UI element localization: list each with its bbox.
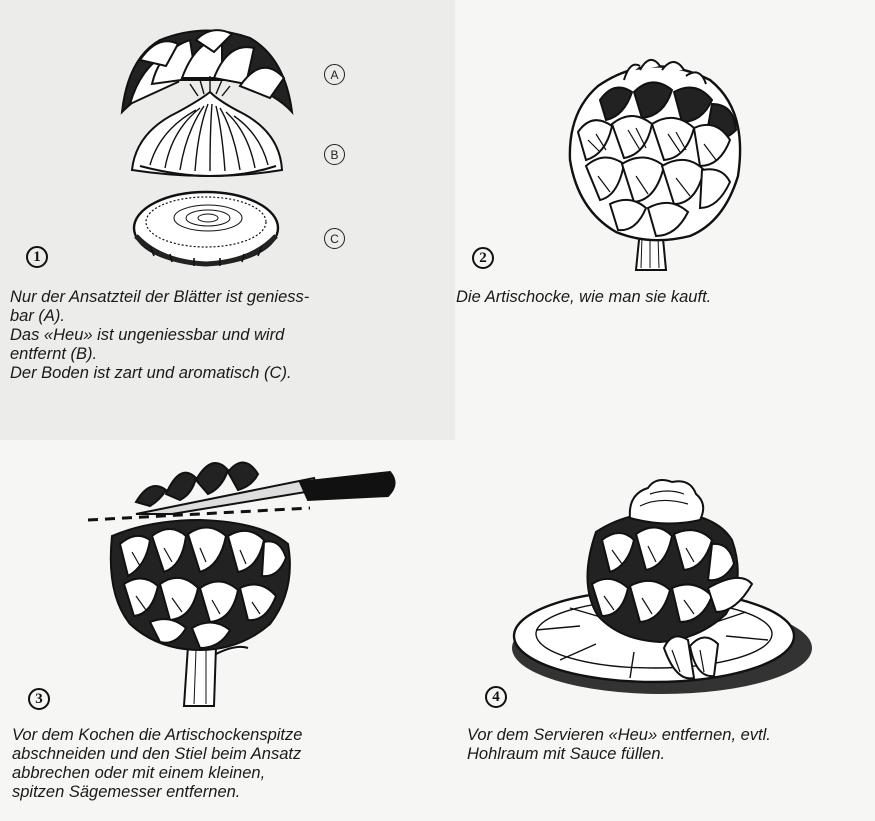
caption-line: abbrechen oder mit einem kleinen, — [12, 764, 266, 782]
caption-line: abschneiden und den Stiel beim Ansatz — [12, 745, 302, 763]
caption-line: Die Artischocke, wie man sie kauft. — [456, 288, 712, 306]
caption-line: Vor dem Kochen die Artischockenspitze — [12, 726, 303, 744]
caption-line: spitzen Sägemesser entfernen. — [12, 783, 241, 801]
caption-line: Vor dem Servieren «Heu» entfernen, evtl. — [467, 726, 771, 744]
caption-line: Der Boden ist zart und aromatisch (C). — [10, 364, 292, 382]
label-c: C — [324, 228, 345, 249]
caption-line: entfernt (B). — [10, 345, 98, 363]
label-b: B — [324, 144, 345, 165]
caption-line: Das «Heu» ist ungeniessbar und wird — [10, 326, 285, 344]
label-a: A — [324, 64, 345, 85]
step-number-4: 4 — [485, 686, 507, 708]
caption-line: bar (A). — [10, 307, 66, 325]
step-number-1: 1 — [26, 246, 48, 268]
caption-line: Nur der Ansatzteil der Blätter ist geniess- — [10, 288, 310, 306]
step-number-3: 3 — [28, 688, 50, 710]
caption-line: Hohlraum mit Sauce füllen. — [467, 745, 666, 763]
step-number-2: 2 — [472, 247, 494, 269]
panel-4-caption — [467, 726, 771, 764]
